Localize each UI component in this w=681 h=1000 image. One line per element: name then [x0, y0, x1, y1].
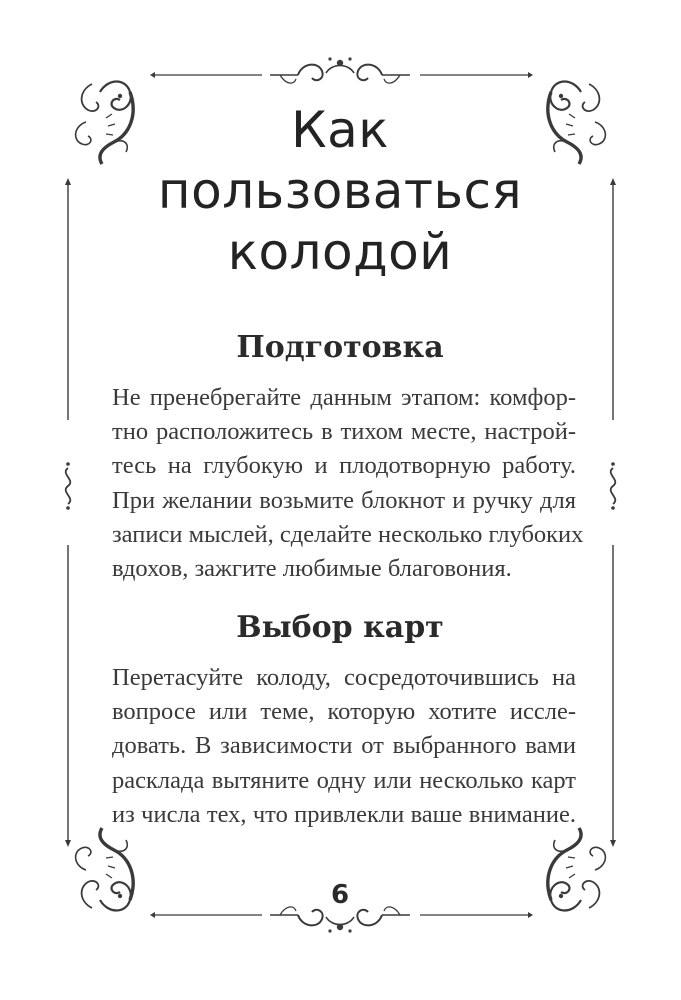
bottom-border-rule — [150, 912, 533, 918]
left-side-knot — [66, 462, 71, 510]
section-heading-preparation: Подготовка — [236, 330, 444, 365]
title-line: Как — [291, 101, 389, 159]
paragraph-line: довать. В зависимости от выбранного вами — [112, 732, 576, 760]
bottom-center-flourish — [270, 907, 410, 933]
paragraph-line: Не пренебрегайте данным этапом: комфор- — [112, 384, 576, 411]
page-number: 6 — [330, 880, 350, 910]
paragraph-line: из числа тех, что привлекли ваше внимание. — [112, 800, 576, 828]
top-border-rule — [150, 72, 533, 78]
paragraph-line: Перетасуйте колоду, сосредоточившись на — [112, 664, 576, 691]
page-title — [120, 100, 560, 283]
section-paragraph-card-selection — [112, 661, 576, 832]
bottom-right-serpent-ornament — [548, 828, 606, 911]
section-paragraph-preparation — [112, 381, 584, 586]
paragraph-line: вопросе или теме, которую хотите иссле- — [112, 698, 576, 726]
right-border-rule — [610, 178, 616, 847]
top-center-flourish — [270, 57, 410, 83]
paragraph-line: вдохов, зажгите любимые благовония. — [112, 555, 512, 583]
paragraph-line: расклада вытяните одну или несколько карт — [112, 766, 576, 794]
title-line: колодой — [227, 223, 453, 281]
paragraph-line: тно расположитесь в тихом месте, настрой- — [112, 418, 576, 446]
left-border-rule — [65, 178, 71, 847]
right-side-knot — [611, 462, 616, 510]
paragraph-line: При желании возьмите блокнот и ручку для — [112, 486, 576, 514]
paragraph-line: записи мыслей, сделайте несколько глубоких — [112, 520, 584, 548]
paragraph-line: тесь на глубокую и плодотворную работу. — [112, 452, 576, 480]
bottom-left-serpent-ornament — [76, 828, 134, 911]
title-line: пользоваться — [157, 162, 523, 220]
section-heading-card-selection: Выбор карт — [236, 610, 444, 645]
